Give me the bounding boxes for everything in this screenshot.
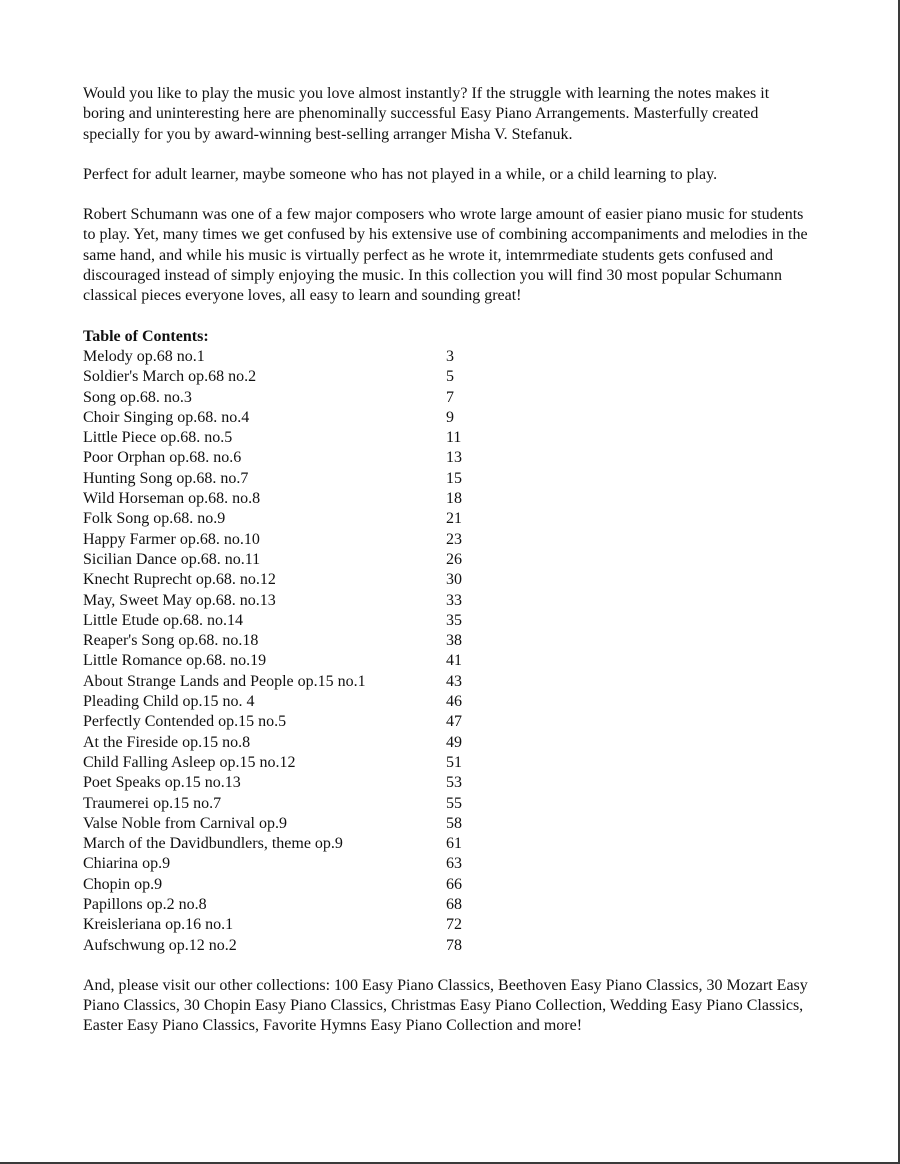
toc-entry-page: 61 [446, 835, 462, 853]
toc-entry-title: Chopin op.9 [83, 875, 163, 893]
toc-entry-page: 55 [446, 794, 462, 812]
toc-entry-page: 53 [446, 774, 462, 792]
toc-entry-page: 7 [446, 388, 454, 406]
toc-entry-page: 21 [446, 510, 462, 528]
toc-entry-page: 46 [446, 693, 462, 711]
toc-entry-title: Child Falling Asleep op.15 no.12 [83, 753, 296, 771]
toc-heading: Table of Contents: [83, 327, 209, 345]
toc-entry-title: March of the Davidbundlers, theme op.9 [83, 835, 343, 853]
toc-entry-title: About Strange Lands and People op.15 no.1 [83, 672, 366, 690]
toc-entry [83, 794, 813, 814]
toc-entry [83, 692, 813, 712]
toc-entry-title: Papillons op.2 no.8 [83, 895, 207, 913]
toc-entry-page: 13 [446, 449, 462, 467]
toc-entry-title: Kreisleriana op.16 no.1 [83, 916, 234, 934]
toc-entry-title: Valse Noble from Carnival op.9 [83, 814, 287, 832]
toc-entry [83, 814, 813, 834]
toc-entry [83, 550, 813, 570]
toc-entry-title: Reaper's Song op.68. no.18 [83, 632, 259, 650]
toc-entry-title: Soldier's March op.68 no.2 [83, 368, 257, 386]
toc-entry [83, 672, 813, 692]
toc-entry [83, 509, 813, 529]
toc-entry-title: Little Etude op.68. no.14 [83, 611, 243, 629]
toc-entry-title: Melody op.68 no.1 [83, 347, 205, 365]
toc-entry-page: 66 [446, 875, 462, 893]
toc-entry [83, 591, 813, 611]
closing-paragraph: And, please visit our other collections: 100 Easy Piano Classics, Beethoven Easy Piano Classics, 30 Mozart Easy Piano Classics, 30 Chopin Easy Piano Classics, Christmas Easy Piano Collection, Wedding Easy Piano Classics, Easter Easy Piano Classics, Favorite Hymns Easy Piano Collection and more! [83, 976, 808, 1035]
toc-entry-title: Aufschwung op.12 no.2 [83, 936, 237, 954]
toc-entry-page: 33 [446, 591, 462, 609]
toc-entry-page: 63 [446, 855, 462, 873]
toc-entry-title: Happy Farmer op.68. no.10 [83, 530, 260, 548]
toc-entry [83, 611, 813, 631]
table-of-contents [83, 347, 813, 956]
toc-entry-title: Poet Speaks op.15 no.13 [83, 774, 241, 792]
toc-entry-page: 3 [446, 347, 454, 365]
toc-entry-page: 11 [446, 429, 462, 447]
toc-entry [83, 631, 813, 651]
toc-entry-page: 78 [446, 936, 462, 954]
toc-entry-page: 35 [446, 611, 462, 629]
toc-entry-title: Wild Horseman op.68. no.8 [83, 490, 261, 508]
toc-entry-page: 72 [446, 916, 462, 934]
toc-entry-page: 23 [446, 530, 462, 548]
toc-entry-page: 49 [446, 733, 462, 751]
toc-entry [83, 570, 813, 590]
toc-entry [83, 469, 813, 489]
toc-entry-page: 5 [446, 368, 454, 386]
toc-entry-title: Hunting Song op.68. no.7 [83, 469, 249, 487]
toc-entry [83, 854, 813, 874]
toc-entry [83, 408, 813, 428]
toc-entry-page: 18 [446, 490, 462, 508]
toc-entry [83, 875, 813, 895]
toc-entry-title: Choir Singing op.68. no.4 [83, 408, 250, 426]
toc-entry [83, 936, 813, 956]
intro-paragraph-1: Would you like to play the music you love almost instantly? If the struggle with learning the notes makes it boring and uninteresting here are phenominally successful Easy Piano Arrangements. Masterfully created specially for you by award-winning best-selling arranger Misha V. Stefanuk. [83, 85, 770, 143]
toc-entry-title: Traumerei op.15 no.7 [83, 794, 222, 812]
toc-entry [83, 753, 813, 773]
toc-entry-title: Knecht Ruprecht op.68. no.12 [83, 571, 276, 589]
toc-entry-title: Poor Orphan op.68. no.6 [83, 449, 242, 467]
toc-entry-page: 58 [446, 814, 462, 832]
toc-entry [83, 428, 813, 448]
toc-entry [83, 773, 813, 793]
toc-entry-page: 30 [446, 571, 462, 589]
toc-entry-page: 15 [446, 469, 462, 487]
toc-entry-title: Perfectly Contended op.15 no.5 [83, 713, 287, 731]
toc-entry [83, 489, 813, 509]
toc-entry-title: Little Romance op.68. no.19 [83, 652, 267, 670]
toc-entry [83, 651, 813, 671]
toc-entry [83, 448, 813, 468]
toc-entry [83, 895, 813, 915]
toc-entry-title: May, Sweet May op.68. no.13 [83, 591, 276, 609]
toc-entry [83, 367, 813, 387]
intro-paragraph-3: Robert Schumann was one of a few major composers who wrote large amount of easier piano music for students to play. Yet, many times we get confused by his extensive use of combining accompaniments and melodies in the same hand, and while his music is virtually perfect as he wrote it, intemrmediate students gets confused and discouraged instead of simply enjoying the music. In this collection you will find 30 most popular Schumann classical pieces everyone loves, all easy to learn and sounding great! [83, 206, 808, 305]
toc-entry [83, 530, 813, 550]
intro-paragraph-2: Perfect for adult learner, maybe someone who has not played in a while, or a child learning to play. [83, 165, 718, 183]
toc-entry-page: 38 [446, 632, 462, 650]
toc-entry [83, 733, 813, 753]
toc-entry-title: Pleading Child op.15 no. 4 [83, 693, 255, 711]
toc-entry-title: Chiarina op.9 [83, 855, 171, 873]
toc-entry-page: 51 [446, 753, 462, 771]
toc-entry-page: 41 [446, 652, 462, 670]
toc-entry-title: Song op.68. no.3 [83, 388, 192, 406]
toc-entry-title: At the Fireside op.15 no.8 [83, 733, 251, 751]
toc-entry-page: 9 [446, 408, 454, 426]
toc-entry-page: 47 [446, 713, 462, 731]
toc-entry-page: 43 [446, 672, 462, 690]
toc-entry-page: 26 [446, 550, 462, 568]
page-content [83, 84, 813, 1057]
toc-entry-title: Sicilian Dance op.68. no.11 [83, 550, 261, 568]
toc-entry-page: 68 [446, 895, 462, 913]
toc-entry-title: Folk Song op.68. no.9 [83, 510, 226, 528]
toc-entry [83, 712, 813, 732]
toc-entry [83, 347, 813, 367]
toc-entry-title: Little Piece op.68. no.5 [83, 429, 233, 447]
toc-entry [83, 915, 813, 935]
toc-entry [83, 834, 813, 854]
toc-entry [83, 388, 813, 408]
